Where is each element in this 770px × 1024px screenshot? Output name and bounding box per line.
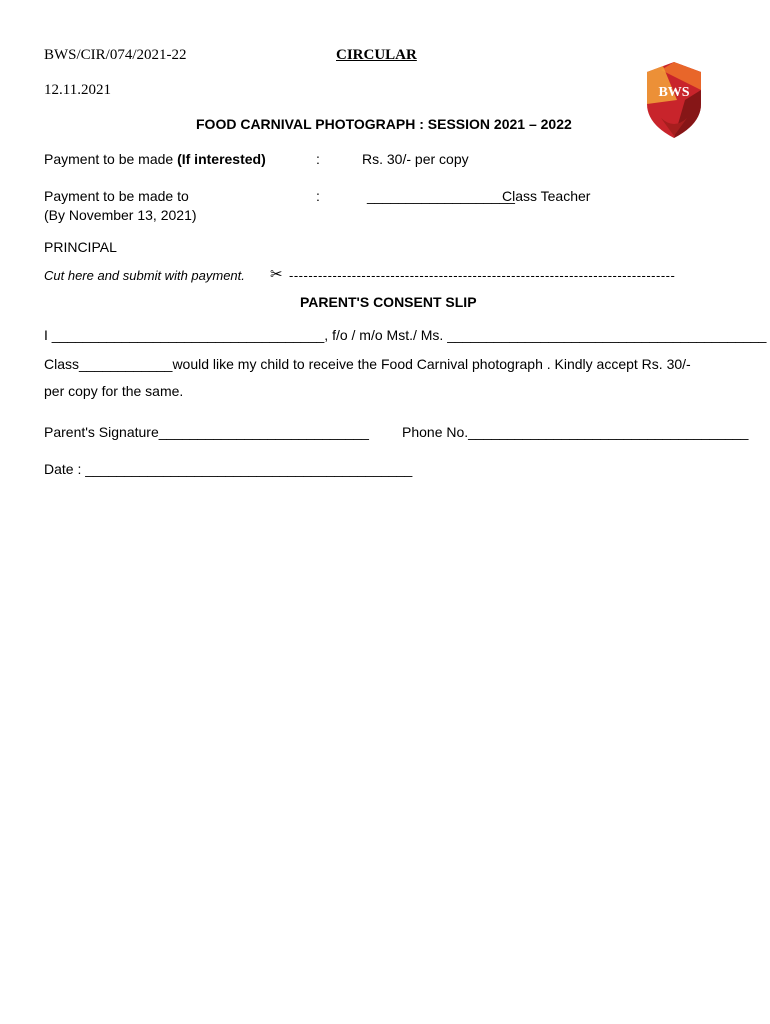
consent-slip-title: PARENT'S CONSENT SLIP (300, 294, 477, 310)
payment-amount: Rs. 30/- per copy (362, 151, 469, 167)
circular-subject: FOOD CARNIVAL PHOTOGRAPH : SESSION 2021 – 2022 (196, 116, 572, 132)
phone-number-field: Phone No.____________________________________ (402, 424, 749, 440)
payment-recipient: Class Teacher (502, 188, 591, 204)
payment-label (44, 151, 266, 167)
class-blank-field: ___________________ (367, 188, 515, 204)
consent-statement-end: per copy for the same. (44, 383, 184, 399)
parent-signature-field: Parent's Signature___________________________ (44, 424, 369, 440)
circular-date: 12.11.2021 (44, 82, 111, 98)
scissors-icon: ✂ (270, 266, 283, 283)
payment-label-emphasis: (If interested) (177, 151, 266, 167)
payment-label-text: Payment to be made (44, 151, 178, 167)
consent-parent-name-line: I ___________________________________, f/o / m/o Mst./ Ms. _________________________________________ (44, 327, 767, 343)
payment-to-label: Payment to be made to (44, 188, 189, 204)
circular-title: CIRCULAR (336, 47, 417, 63)
school-logo (641, 60, 707, 142)
payment-colon: : (316, 151, 320, 167)
consent-class-line: Class____________would like my child to receive the Food Carnival photograph . Kindly accept Rs. 30/- (44, 356, 691, 372)
school-logo-image (641, 60, 707, 142)
slip-date-field: Date : __________________________________________ (44, 461, 413, 477)
reference-number: BWS/CIR/074/2021-22 (44, 47, 187, 63)
payment-deadline: (By November 13, 2021) (44, 207, 197, 223)
principal-signoff: PRINCIPAL (44, 239, 117, 255)
logo-text: BWS (658, 85, 690, 100)
payment-to-colon: : (316, 188, 320, 204)
cut-line: -------------------------------------------------------------------------------- (289, 268, 676, 283)
cut-instruction: Cut here and submit with payment. (44, 268, 245, 283)
